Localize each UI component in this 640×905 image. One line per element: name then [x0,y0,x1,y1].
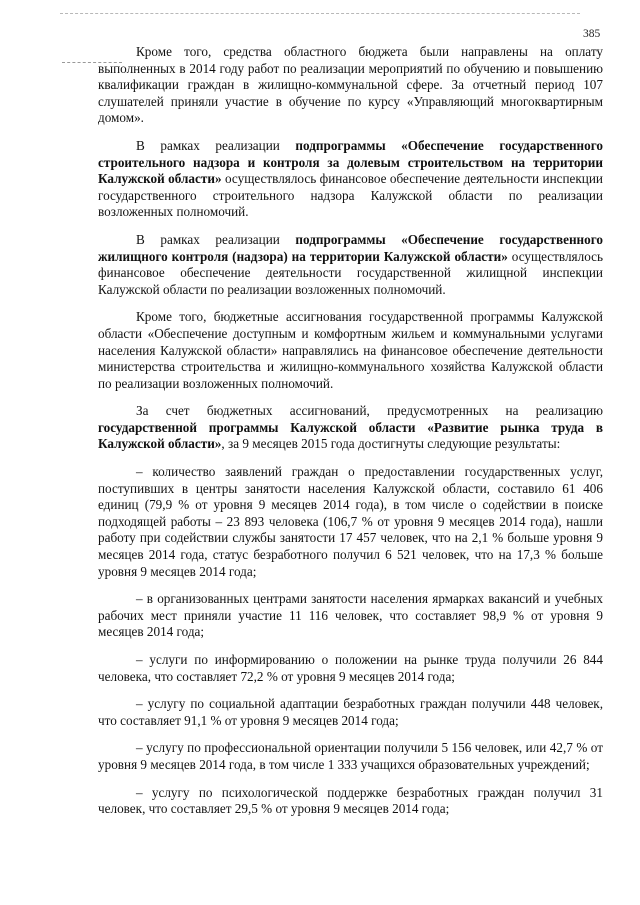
paragraph [98,403,603,453]
page-number: 385 [583,28,601,40]
text: Кроме того, средства областного бюджета были направлены на оплату выполненных в 2014 году работ по реализации мероприятий по обучению и повышению квалификации граждан в жилищно-коммунальной сфере. За отчетный период 107 слушателей приняли участие в обучение по курсу «Управляющий многоквартирным домом». [98,44,603,126]
paragraph [98,740,603,773]
bold-text: подпрограммы «Обеспечение государственного жилищного контроля (надзора) на территории Калужской области» [98,231,603,264]
text: осуществлялось финансовое обеспечение деятельности государственной жилищной инспекции Калужской области по реализации возложенных полномочий. [98,248,603,297]
text: Кроме того, бюджетные ассигнования государственной программы Калужской области «Обеспечение доступным и комфортным жильем и коммунальными услугами населения Калужской области» направлялись на финансовое обеспечение деятельности министерства строительства и жилищно-коммунального хозяйства Калужской области по реализации возложенных полномочий. [98,309,603,391]
paragraph [98,652,603,685]
text: – услугу по профессиональной ориентации получили 5 156 человек, или 42,7 % от уровня 9 месяцев 2014 года, в том числе 1 333 учащихся образовательных учреждений; [98,740,603,772]
paragraph [98,138,603,221]
paragraph [98,785,603,818]
text: осуществлялось финансовое обеспечение деятельности инспекции государственного строительного надзора Калужской области по реализации возложенных полномочий. [98,171,603,220]
paragraph [98,309,603,392]
paragraph [98,44,603,127]
paragraph [98,696,603,729]
text: , за 9 месяцев 2015 года достигнуты следующие результаты: [221,436,561,452]
document-body [98,44,603,829]
paragraph [98,232,603,298]
bold-text: подпрограммы «Обеспечение государственного строительного надзора и контроля за долевым строительством на территории Калужской области» [98,137,603,187]
text: В рамках реализации [136,137,296,153]
bold-text: государственной программы Калужской области «Развитие рынка труда в Калужской области» [98,419,603,452]
text: – в организованных центрами занятости населения ярмарках вакансий и учебных рабочих мест приняли участие 11 116 человек, что составляет 98,9 % от уровня 9 месяцев 2014 года; [98,591,603,640]
paragraph [98,464,603,580]
scan-artifact-line [60,13,580,14]
text: В рамках реализации [136,231,296,247]
text: – услугу по психологической поддержке безработных граждан получил 31 человек, что составляет 29,5 % от уровня 9 месяцев 2014 года; [98,784,603,817]
text: – услуги по информированию о положении на рынке труда получили 26 844 человека, что составляет 72,2 % от уровня 9 месяцев 2014 года; [98,652,603,684]
text: – услугу по социальной адаптации безработных граждан получили 448 человек, что составляет 91,1 % от уровня 9 месяцев 2014 года; [98,696,603,728]
text: За счет бюджетных ассигнований, предусмотренных на реализацию [136,403,603,419]
text: – количество заявлений граждан о предоставлении государственных услуг, поступивших в центры занятости населения Калужской области, составило 61 406 единиц (79,9 % от уровня 9 месяцев 2014 года), в том числе о содействии в поиске подходящей работы – 23 893 человека (106,7 % от уровня 9 месяцев 2014 года), нашли работу при содействии службы занятости 17 457 человек, что на 2,1 % больше уровня 9 месяцев 2014 года, статус безработного получил 6 521 человек, что на 17,3 % больше уровня 9 месяцев 2014 года; [98,464,603,579]
paragraph [98,591,603,641]
